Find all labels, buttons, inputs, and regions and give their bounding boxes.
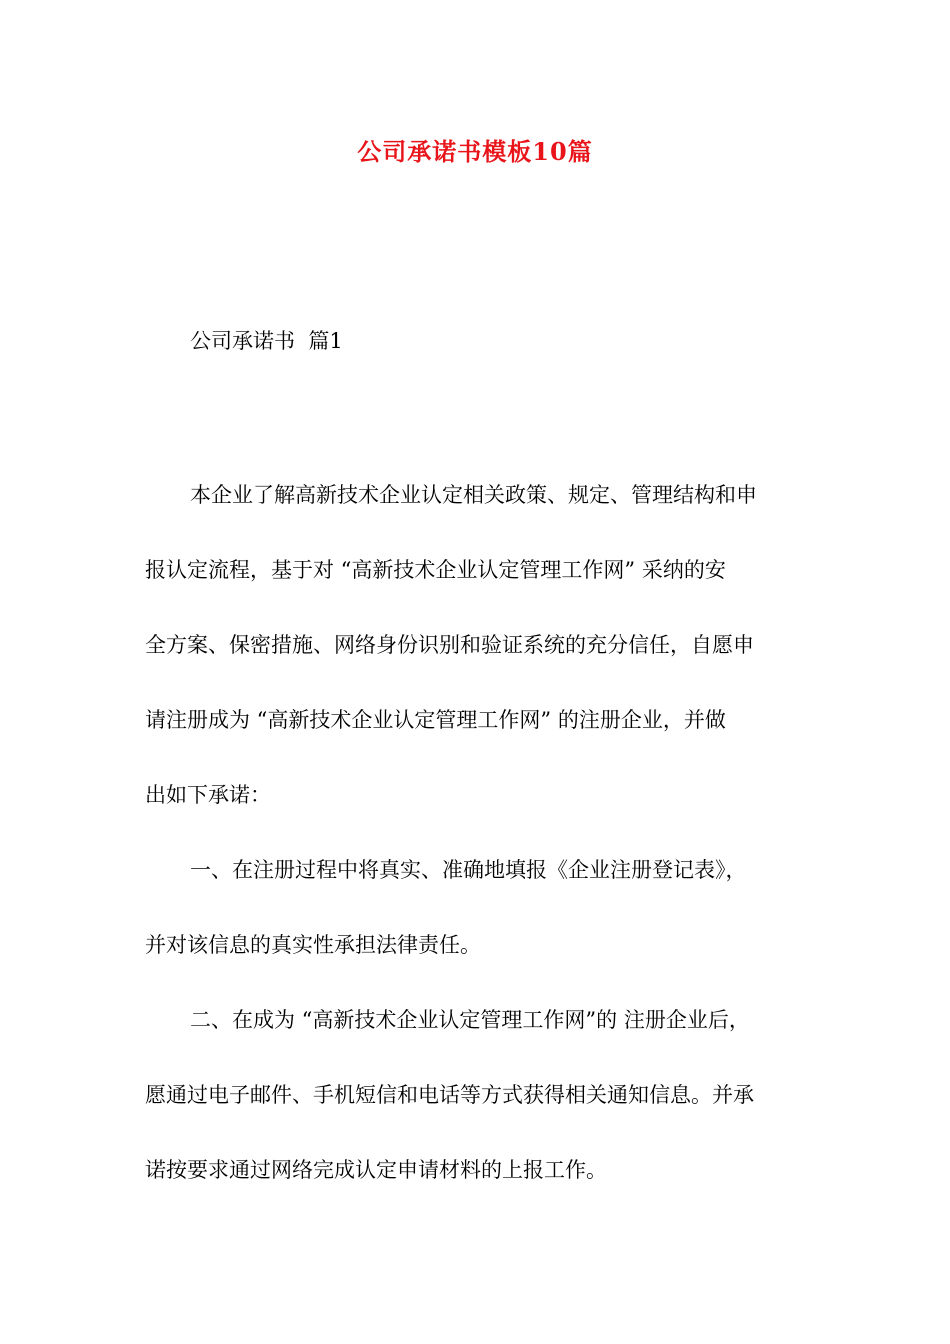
paragraph-line: 一、在注册过程中将真实、准确地填报《企业注册登记表》， [190,858,747,882]
paragraph-line: 愿通过电子邮件、手机短信和电话等方式获得相关通知信息。并承 [145,1083,754,1107]
paragraph-line: 本企业了解高新技术企业认定相关政策、规定、管理结构和申 [190,483,757,507]
section-heading: 公司承诺书 篇1 [190,329,343,353]
paragraph-line: 二、在成为 “高新技术企业认定管理工作网”的 注册企业后， [190,1008,750,1032]
paragraph-line: 并对该信息的真实性承担法律责任。 [145,933,481,957]
paragraph-line: 诺按要求通过网络完成认定申请材料的上报工作。 [145,1158,607,1182]
document-title: 公司承诺书模板10篇 [357,137,593,166]
paragraph-line: 出如下承诺： [145,783,271,807]
paragraph-line: 全方案、保密措施、网络身份识别和验证系统的充分信任，自愿申 [145,633,754,657]
paragraph-line: 请注册成为 “高新技术企业认定管理工作网” 的注册企业，并做 [145,708,726,732]
paragraph-line: 报认定流程，基于对 “高新技术企业认定管理工作网” 采纳的安 [145,558,726,582]
